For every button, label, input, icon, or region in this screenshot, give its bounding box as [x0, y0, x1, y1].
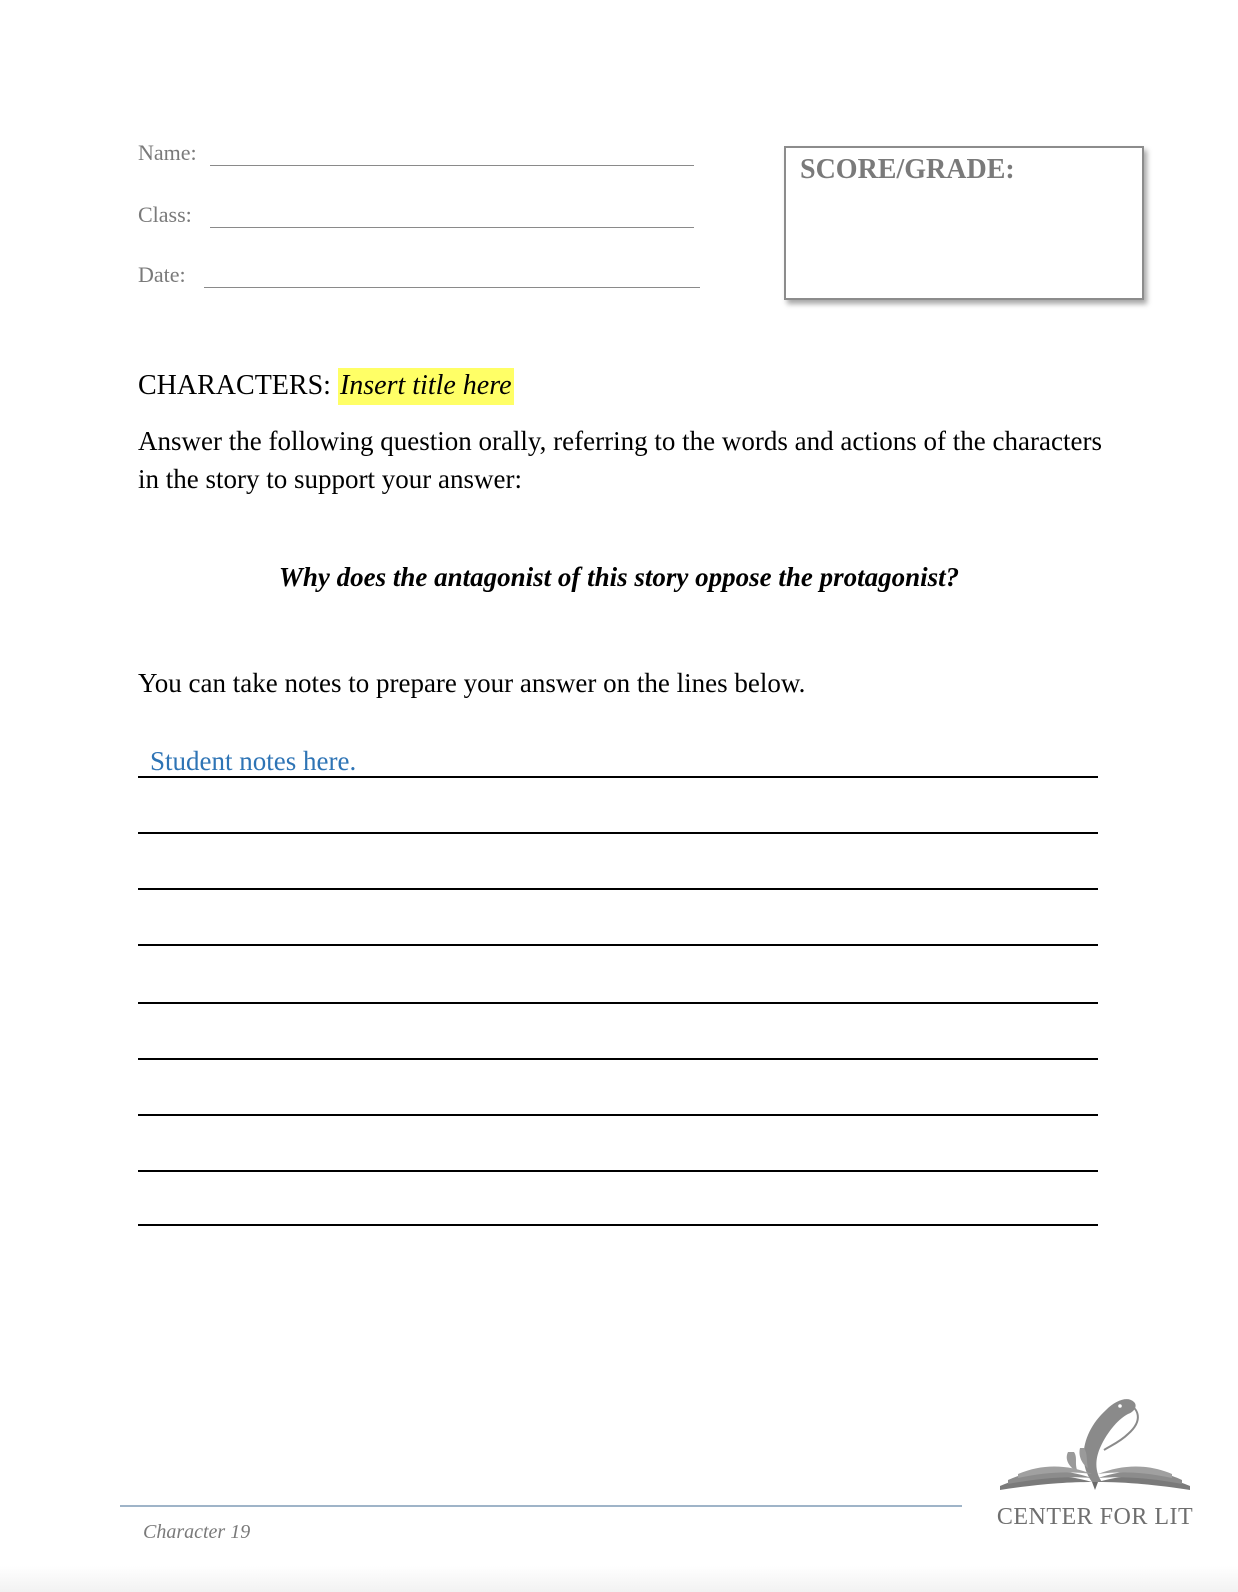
- title-placeholder[interactable]: Insert title here: [338, 368, 514, 405]
- score-grade-box[interactable]: [784, 146, 1144, 300]
- footer-page-label: Character 19: [143, 1521, 251, 1543]
- note-line[interactable]: [138, 832, 1098, 834]
- class-label: Class:: [138, 202, 192, 227]
- student-notes-field[interactable]: Student notes here.: [150, 746, 357, 776]
- discussion-question: Why does the antagonist of this story oppose the protagonist?: [278, 562, 960, 592]
- note-line[interactable]: [138, 1170, 1098, 1172]
- note-line[interactable]: [138, 776, 1098, 778]
- logo-wordmark: CENTER FOR LIT: [996, 1504, 1194, 1530]
- note-line[interactable]: [138, 888, 1098, 890]
- note-line[interactable]: [138, 1224, 1098, 1226]
- center-for-lit-logo: [988, 1390, 1202, 1540]
- note-line[interactable]: [138, 1114, 1098, 1116]
- name-label: Name:: [138, 140, 197, 165]
- note-line[interactable]: [138, 944, 1098, 946]
- instructions-text: Answer the following question orally, referring to the words and actions of the characters in the story to support your answer:: [138, 426, 1102, 494]
- footer-divider: [120, 1505, 962, 1507]
- score-grade-label: SCORE/GRADE:: [800, 154, 1015, 185]
- page-edge-shadow: [0, 1566, 1238, 1592]
- date-field[interactable]: [204, 287, 700, 288]
- date-label: Date:: [138, 262, 186, 287]
- class-field[interactable]: [210, 227, 694, 228]
- note-line[interactable]: [138, 1058, 1098, 1060]
- characters-label: CHARACTERS:: [138, 370, 331, 401]
- notes-prompt: You can take notes to prepare your answer on the lines below.: [138, 668, 806, 698]
- note-line[interactable]: [138, 1002, 1098, 1004]
- pelican-book-icon: [988, 1390, 1202, 1502]
- name-field[interactable]: [210, 165, 694, 166]
- section-heading: [138, 370, 514, 402]
